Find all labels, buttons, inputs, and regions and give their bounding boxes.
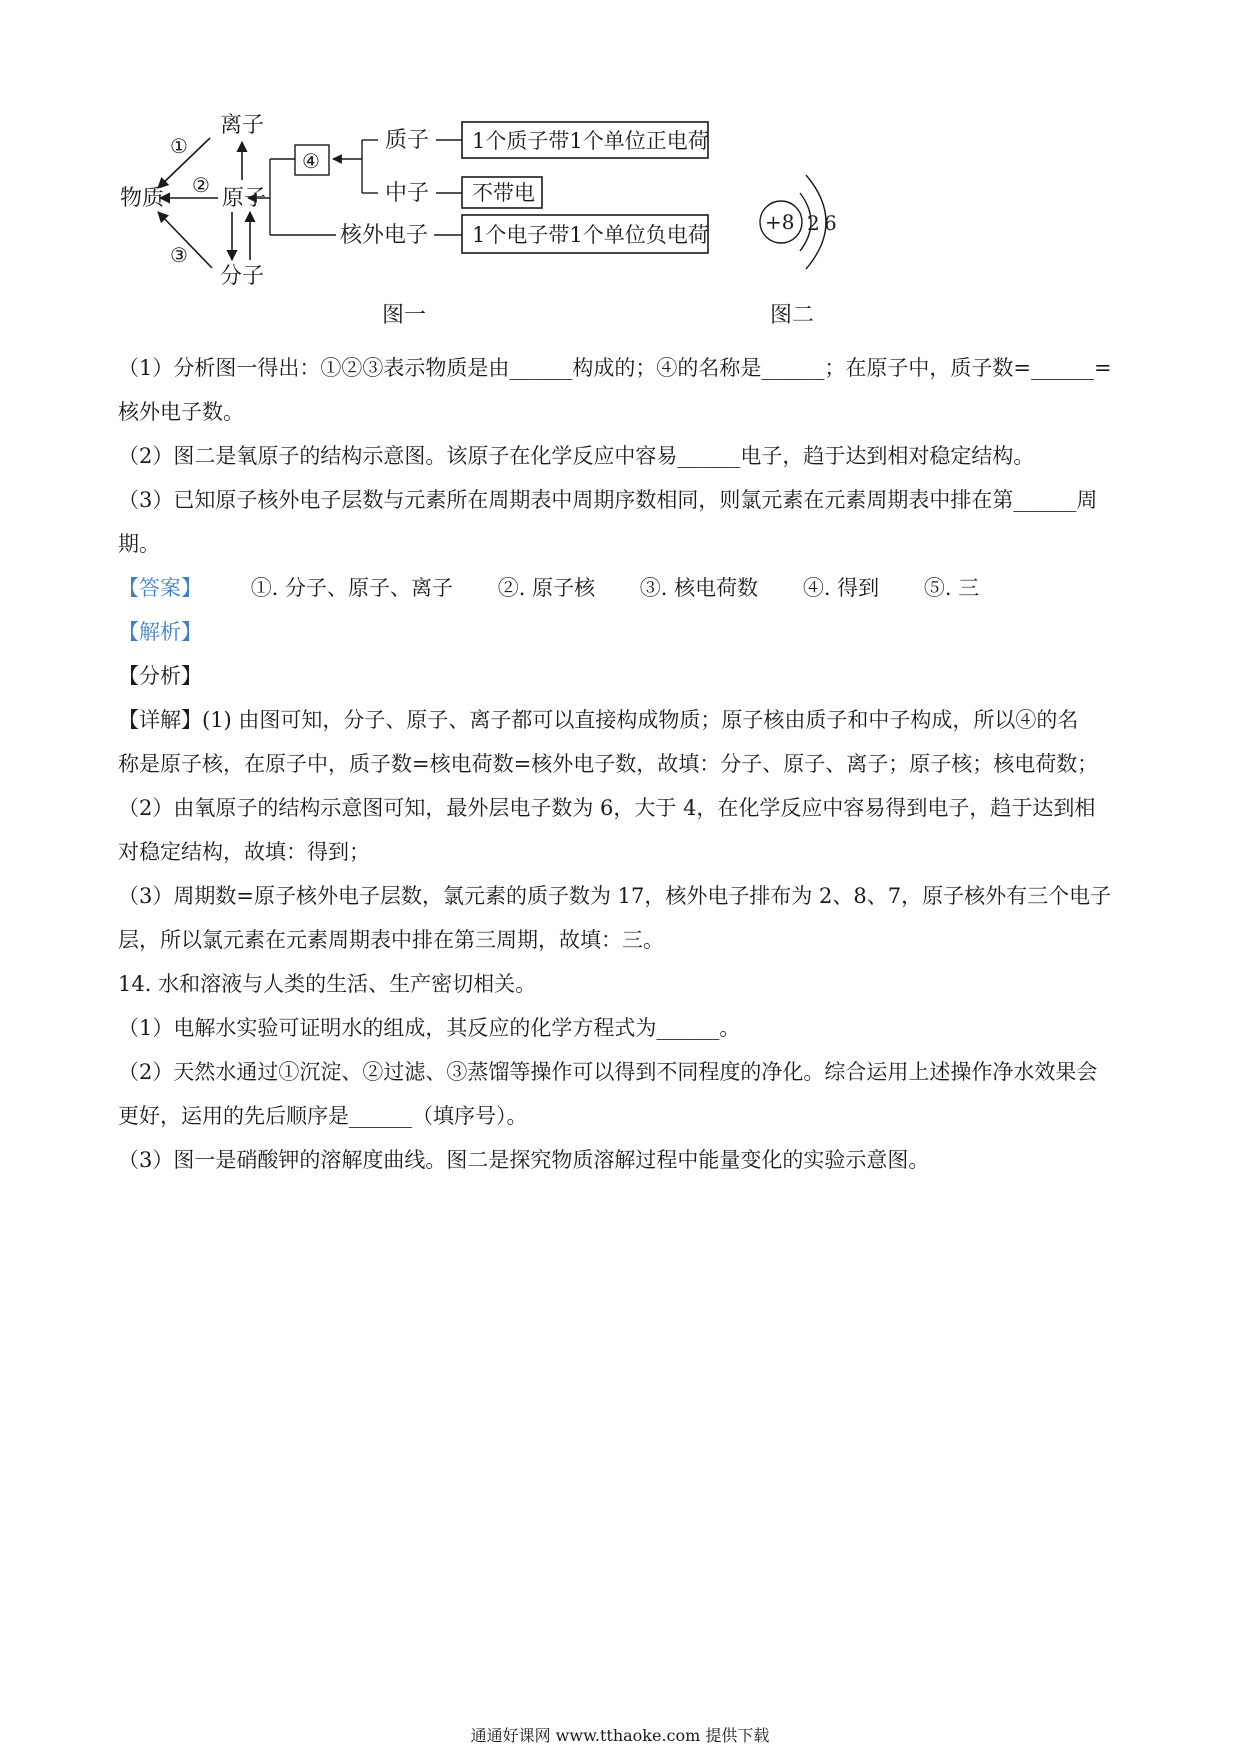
detail-line-2: 称是原子核，在原子中，质子数=核电荷数=核外电子数，故填：分子、原子、离子；原子核；核电荷数； [118,752,1099,776]
answer-item-2: ②. 原子核 [497,576,596,600]
proton-box-text: 1个质子带1个单位正电荷 [472,129,709,153]
detail-line-6: 层，所以氯元素在元素周期表中排在第三周期，故填：三。 [118,928,664,952]
detail-line-1: 【详解】(1) 由图可知，分子、原子、离子都可以直接构成物质；原子核由质子和中子构成，所以④的名 [118,708,1079,732]
q14-part-3: （3）图一是硝酸钾的溶解度曲线。图二是探究物质溶解过程中能量变化的实验示意图。 [118,1148,930,1172]
q14-part-2-line-2: 更好，运用的先后顺序是______（填序号）。 [118,1104,528,1128]
detail-line-3: （2）由氧原子的结构示意图可知，最外层电子数为 6，大于 4，在化学反应中容易得到电子，趋于达到相 [118,796,1096,820]
circled-1: ① [170,134,188,158]
question-3-line-1: （3）已知原子核外电子层数与元素所在周期表中周期序数相同，则氯元素在元素周期表中排在第______周 [118,488,1098,512]
matter-label: 物质 [120,186,165,211]
neutron-label: 中子 [385,181,430,206]
ion-label: 离子 [220,113,265,138]
circled-4: ④ [302,149,320,173]
q14-part-1: （1）电解水实验可证明水的组成，其反应的化学方程式为______。 [118,1016,741,1040]
shell-2-count: 6 [824,211,837,235]
answer-item-5: ⑤. 三 [923,576,980,600]
neutron-box-text: 不带电 [472,181,535,205]
circled-3: ③ [170,243,188,267]
nucleus-charge: +8 [765,210,795,234]
question-1-line-1: （1）分析图一得出：①②③表示物质是由______构成的；④的名称是______；在原子中，质子数=______= [118,356,1112,380]
question-2: （2）图二是氧原子的结构示意图。该原子在化学反应中容易______电子，趋于达到相对稳定结构。 [118,444,1035,468]
caption-fig1: 图一 [382,303,427,328]
circled-2: ② [192,173,210,197]
q14-part-2-line-1: （2）天然水通过①沉淀、②过滤、③蒸馏等操作可以得到不同程度的净化。综合运用上述操作净水效果会 [118,1060,1098,1084]
analysis-label: 【解析】 [118,620,202,644]
fenxi-label: 【分析】 [118,664,202,688]
answer-item-3: ③. 核电荷数 [639,576,759,600]
caption-fig2: 图二 [770,303,815,328]
electron-box-text: 1个电子带1个单位负电荷 [472,223,709,247]
detail-line-5: （3）周期数=原子核外电子层数，氯元素的质子数为 17，核外电子排布为 2、8、7，原子核外有三个电子 [118,884,1112,908]
shell-1-count: 2 [807,211,820,235]
answer-row [118,578,979,599]
chemistry-figure [100,100,960,375]
answer-label: 【答案】 [118,576,202,600]
detail-line-4: 对稳定结构，故填：得到； [118,840,370,864]
q14-title: 14. 水和溶液与人类的生活、生产密切相关。 [118,972,537,996]
question-3-line-2: 期。 [118,532,160,556]
answer-item-1: ①. 分子、原子、离子 [250,576,454,600]
page-footer: 通通好课网 www.tthaoke.com 提供下载 [470,1726,770,1745]
atom-label: 原子 [222,186,267,211]
question-1-line-2: 核外电子数。 [118,400,244,424]
molecule-label: 分子 [220,264,265,289]
answer-item-4: ④. 得到 [802,576,880,600]
proton-label: 质子 [385,128,430,153]
electron-label: 核外电子 [340,223,429,248]
